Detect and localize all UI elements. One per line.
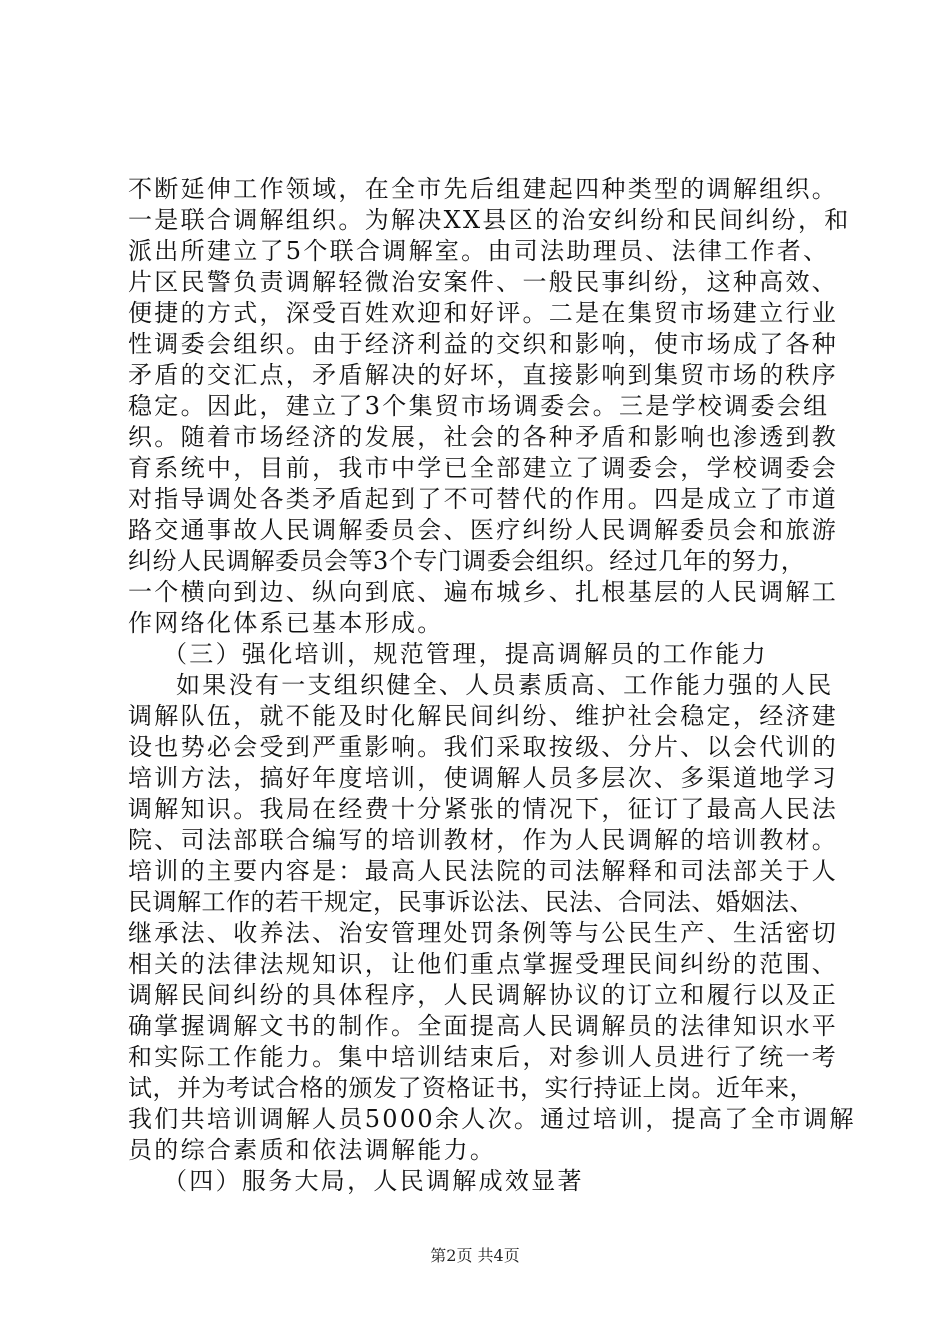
text-line: 民调解工作的若干规定，民事诉讼法、民法、合同法、婚姻法、	[128, 888, 814, 916]
text-line: 调解知识。我局在经费十分紧张的情况下，征订了最高人民法	[128, 795, 839, 823]
text-line: 试，并为考试合格的颁发了资格证书，实行持证上岗。近年来，	[128, 1074, 814, 1102]
text-line: 相关的法律法规知识，让他们重点掌握受理民间纠纷的范围、	[128, 950, 839, 978]
text-line: 和实际工作能力。集中培训结束后，对参训人员进行了统一考	[128, 1043, 839, 1071]
text-line: 员的综合素质和依法调解能力。	[128, 1136, 497, 1164]
text-line: 设也势必会受到严重影响。我们采取按级、分片、以会代训的	[128, 733, 839, 761]
text-line: 确掌握调解文书的制作。全面提高人民调解员的法律知识水平	[128, 1012, 839, 1040]
text-line: 片区民警负责调解轻微治安案件、一般民事纠纷，这种高效、	[128, 268, 839, 296]
text-line: 矛盾的交汇点，矛盾解决的好坏，直接影响到集贸市场的秩序	[128, 361, 839, 389]
text-line: 调解队伍，就不能及时化解民间纠纷、维护社会稳定，经济建	[128, 702, 839, 730]
text-line: 育系统中，目前，我市中学已全部建立了调委会，学校调委会	[128, 454, 839, 482]
text-line: 一个横向到边、纵向到底、遍布城乡、扎根基层的人民调解工	[128, 578, 839, 606]
section-heading: （四）服务大局，人民调解成效显著	[163, 1167, 584, 1195]
text-line: 便捷的方式，深受百姓欢迎和好评。二是在集贸市场建立行业	[128, 299, 839, 327]
page-number: 第2页 共4页	[430, 1246, 520, 1265]
text-line: 纠纷人民调解委员会等3个专门调委会组织。经过几年的努力，	[128, 547, 806, 575]
text-line: 对指导调处各类矛盾起到了不可替代的作用。四是成立了市道	[128, 485, 839, 513]
text-line: 继承法、收养法、治安管理处罚条例等与公民生产、生活密切	[128, 919, 839, 947]
paragraph-first-line: 如果没有一支组织健全、人员素质高、工作能力强的人民	[176, 671, 834, 699]
page-footer	[0, 1246, 950, 1266]
body-text	[128, 174, 856, 1197]
text-line: 性调委会组织。由于经济利益的交织和影响，使市场成了各种	[128, 330, 839, 358]
text-line: 稳定。因此，建立了3个集贸市场调委会。三是学校调委会组	[128, 392, 830, 420]
text-line: 派出所建立了5个联合调解室。由司法助理员、法律工作者、	[128, 237, 830, 265]
text-line: 一是联合调解组织。为解决XX县区的治安纠纷和民间纠纷，和	[128, 206, 851, 234]
text-line: 织。随着市场经济的发展，社会的各种矛盾和影响也渗透到教	[128, 423, 839, 451]
section-heading: （三）强化培训，规范管理，提高调解员的工作能力	[163, 640, 768, 668]
text-line: 院、司法部联合编写的培训教材，作为人民调解的培训教材。	[128, 826, 839, 854]
text-line: 不断延伸工作领域，在全市先后组建起四种类型的调解组织。	[128, 175, 839, 203]
text-line: 培训的主要内容是：最高人民法院的司法解释和司法部关于人	[128, 857, 839, 885]
text-line: 培训方法，搞好年度培训，使调解人员多层次、多渠道地学习	[128, 764, 839, 792]
text-line: 我们共培训调解人员5000余人次。通过培训，提高了全市调解	[128, 1105, 856, 1133]
text-line: 作网络化体系已基本形成。	[128, 609, 444, 637]
text-line: 调解民间纠纷的具体程序，人民调解协议的订立和履行以及正	[128, 981, 839, 1009]
text-line: 路交通事故人民调解委员会、医疗纠纷人民调解委员会和旅游	[128, 516, 839, 544]
